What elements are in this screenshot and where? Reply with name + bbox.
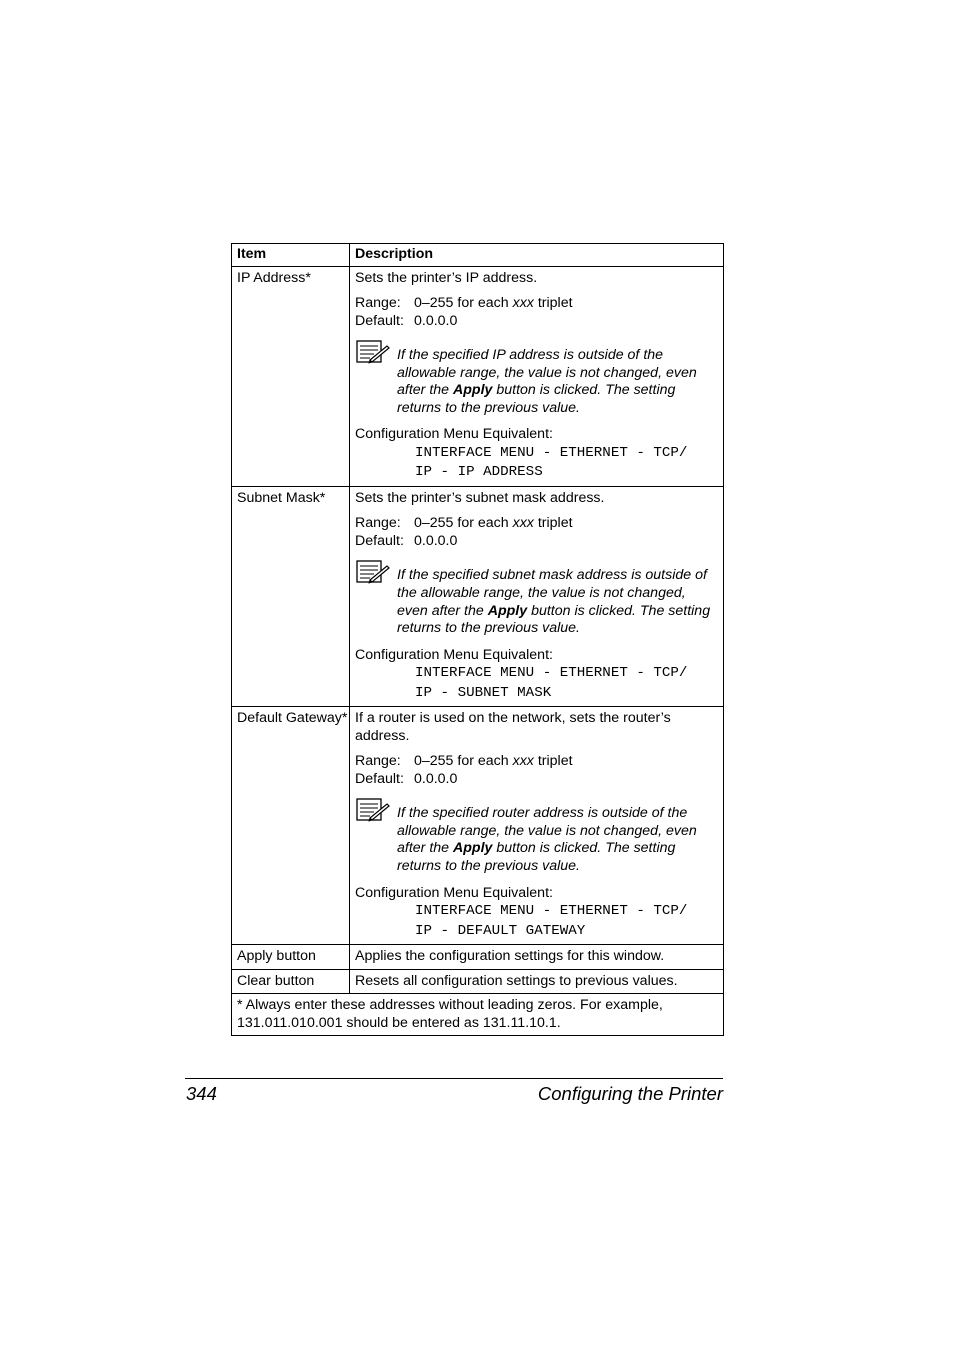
subnet-default-line — [355, 533, 719, 551]
ip-menu-path-line2: IP - IP ADDRESS — [415, 464, 543, 481]
note-apply-emphasis: Apply — [487, 602, 528, 619]
ip-menu-path-line1: INTERFACE MENU - ETHERNET - TCP/ — [415, 444, 688, 461]
note-text-start: If the specified subnet mask address is outside of the allowable range, the value is not changed, even after the — [397, 567, 707, 619]
note-text-start: If the specified IP address is outside of the allowable range, the value is not changed, even after the — [397, 347, 697, 399]
note-apply-emphasis: Apply — [453, 382, 493, 399]
note-pencil-icon — [356, 798, 390, 822]
default-label: Default: — [355, 312, 404, 329]
subnet-menu-label: Configuration Menu Equivalent: — [355, 646, 553, 663]
table-row-clear-button — [232, 969, 724, 994]
subnet-menu-path-line1: INTERFACE MENU - ETHERNET - TCP/ — [415, 665, 688, 682]
default-value: 0.0.0.0 — [414, 770, 458, 787]
gateway-note — [355, 798, 719, 875]
table-row-ip-address — [232, 266, 724, 486]
gateway-range-line — [355, 753, 719, 771]
default-label: Default: — [355, 532, 404, 549]
header-item: Item — [232, 244, 350, 267]
ip-default-line — [355, 313, 719, 331]
note-pencil-icon — [356, 340, 390, 364]
item-default-gateway: Default Gateway* — [232, 707, 350, 945]
range-value: 0–255 for each — [414, 753, 513, 770]
note-text-end: button is clicked. The setting returns to the previous value. — [397, 382, 676, 416]
gateway-menu-path-line2: IP - DEFAULT GATEWAY — [415, 922, 586, 939]
table-header-row — [232, 244, 724, 267]
subnet-range-line — [355, 515, 719, 533]
range-value: 0–255 for each — [414, 295, 513, 311]
ip-note — [355, 340, 719, 417]
note-text-start: If the specified router address is outside of the allowable range, the value is not changed, even after the — [397, 805, 697, 857]
note-text-end: button is clicked. The setting returns to the previous value. — [397, 602, 711, 637]
settings-table — [231, 243, 724, 1036]
description-ip-address — [350, 266, 724, 486]
subnet-note-text — [397, 567, 719, 637]
page-number: 344 — [186, 1083, 217, 1104]
table-footnote: * Always enter these addresses without leading zeros. For example, 131.011.010.001 should be entered as 131.11.10.1. — [232, 994, 724, 1036]
gateway-menu-path-line1: INTERFACE MENU - ETHERNET - TCP/ — [415, 903, 688, 920]
table-row-apply-button — [232, 945, 724, 970]
range-emphasis: xxx — [512, 515, 534, 532]
default-label: Default: — [355, 770, 404, 787]
ip-menu-label: Configuration Menu Equivalent: — [355, 426, 553, 443]
ip-range-line — [355, 295, 719, 313]
range-emphasis: xxx — [512, 295, 534, 311]
default-value: 0.0.0.0 — [414, 532, 458, 549]
gateway-default-line — [355, 771, 719, 789]
description-clear-button: Resets all configuration settings to previous values. — [350, 969, 724, 994]
gateway-description-text: If a router is used on the network, sets the router’s address. — [355, 710, 671, 744]
description-default-gateway — [350, 707, 724, 945]
item-subnet-mask: Subnet Mask* — [232, 486, 350, 706]
range-suffix: triplet — [533, 753, 573, 770]
range-suffix: triplet — [533, 295, 573, 311]
gateway-note-text — [397, 805, 719, 875]
item-apply-button: Apply button — [232, 945, 350, 970]
default-value: 0.0.0.0 — [414, 312, 458, 329]
description-apply-button: Applies the configuration settings for this window. — [350, 945, 724, 970]
item-ip-address: IP Address* — [232, 266, 350, 486]
range-suffix: triplet — [533, 515, 573, 532]
table-row-subnet-mask — [232, 486, 724, 706]
header-description: Description — [350, 244, 724, 267]
range-value: 0–255 for each — [414, 515, 513, 532]
range-label: Range: — [355, 753, 401, 770]
range-emphasis: xxx — [512, 753, 534, 770]
ip-description-text: Sets the printer’s IP address. — [355, 269, 538, 286]
range-label: Range: — [355, 515, 401, 532]
note-apply-emphasis: Apply — [453, 840, 493, 857]
footer-divider — [185, 1078, 723, 1079]
section-title: Configuring the Printer — [537, 1083, 723, 1104]
gateway-menu-label: Configuration Menu Equivalent: — [355, 884, 553, 901]
subnet-menu-path-line2: IP - SUBNET MASK — [415, 684, 552, 701]
note-pencil-icon — [356, 560, 390, 584]
note-text-end: button is clicked. The setting returns to the previous value. — [397, 840, 676, 875]
range-label: Range: — [355, 295, 401, 311]
subnet-note — [355, 560, 719, 637]
table-footnote-row — [232, 994, 724, 1036]
description-subnet-mask — [350, 486, 724, 706]
subnet-description-text: Sets the printer’s subnet mask address. — [355, 489, 605, 506]
table-row-default-gateway — [232, 707, 724, 945]
item-clear-button: Clear button — [232, 969, 350, 994]
ip-note-text — [397, 347, 719, 417]
